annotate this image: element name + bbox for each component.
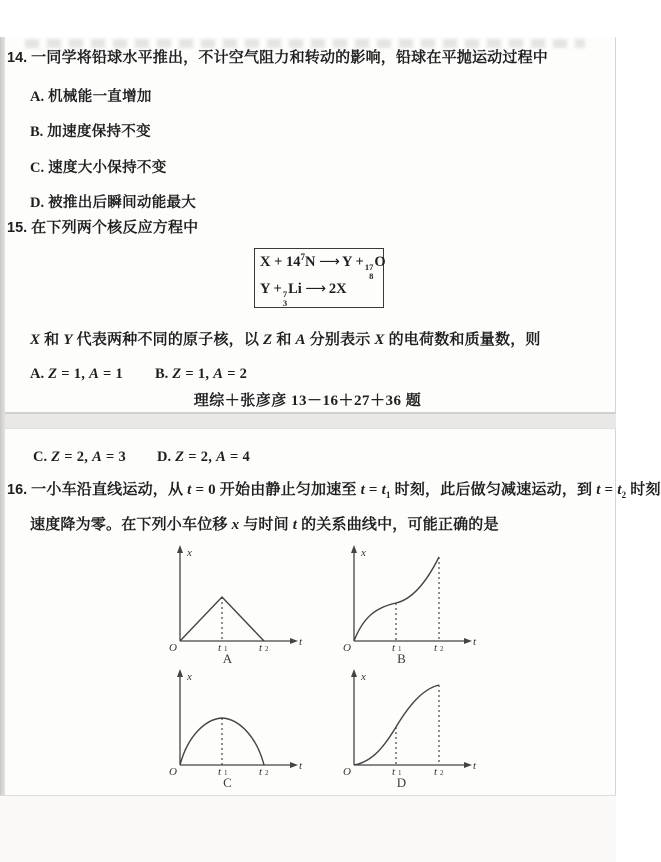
x-axis-label: t [473,760,477,772]
t1-tick-sub: 1 [398,645,402,653]
text-fragment: 速度降为零。在下列小车位移 [30,517,232,533]
eq1-superscript: 7 [300,252,305,262]
eq1-lhs: X + 14 [260,253,301,270]
math-symbol: Z [175,449,185,465]
option-label: C. [33,449,48,465]
text-fragment: 与时间 [239,517,293,533]
q14-option-c [30,156,167,177]
question-15 [7,216,198,237]
t2-tick-sub: 2 [265,769,269,777]
x-axis-label: t [299,636,303,648]
source-banner: 理综＋张彦彦 13－16＋27＋36 题 [193,393,422,409]
text-fragment: 和 [272,332,296,348]
eq1-prescripts [365,263,374,281]
math-symbol: Z [48,366,58,382]
scan-edge-shadow [0,37,5,795]
figure-d [332,663,482,791]
eq1-rhs: Y + [341,253,364,270]
text-fragment: 分别表示 [305,332,375,348]
text-fragment: 的电荷数和质量数，则 [384,332,541,348]
atomic-number: 8 [369,270,374,281]
math-symbol: A [216,449,227,465]
figure-d-caption: D [396,775,408,790]
question-14-stem: 一同学将铅球水平推出，不计空气阻力和转动的影响，铅球在平抛运动过程中 [31,50,548,66]
math-symbol: t [617,482,622,498]
t2-tick-sub: 2 [440,769,444,777]
y-axis-arrowhead [351,669,357,677]
text-fragment: 时刻，此后做匀减速运动，到 [390,482,597,498]
origin-label: O [169,766,177,778]
q14-option-a [30,85,152,106]
nuclear-equation-1 [260,252,386,281]
eq1-rhs-element: O [374,253,386,270]
math-symbol: t [360,482,365,498]
question-16-stem-line2 [30,513,499,534]
question-16 [7,478,661,500]
figure-b-caption: B [397,651,407,666]
text-fragment: 一小车沿直线运动，从 [31,482,188,498]
value-fragment: = 1, [57,366,90,382]
mass-number: 7 [282,289,288,299]
q15-option-b [155,365,247,383]
subscript: 1 [385,490,391,500]
text-fragment: = [364,482,382,498]
math-symbol: A [295,332,306,348]
x-axis-label: t [473,636,477,648]
y-axis-label: x [361,671,366,683]
math-symbol: A [92,449,103,465]
math-symbol: x [231,517,240,533]
subscript: 2 [621,490,627,500]
text-fragment: 时刻 [626,482,661,498]
t1-tick-sub: 1 [398,769,402,777]
option-text: 被推出后瞬间动能最大 [48,195,197,211]
option-label: C. [30,160,45,176]
math-symbol: t [596,482,601,498]
eq2-rhs: 2X [328,281,347,297]
graph-b [332,539,482,654]
option-label: B. [30,124,44,140]
text-fragment: 代表两种不同的原子核，以 [72,332,264,348]
reaction-arrow: ⟶ [305,281,326,297]
x-axis-arrowhead [290,638,298,644]
math-symbol: A [213,366,224,382]
text-fragment: 的关系曲线中，可能正确的是 [297,517,499,533]
t2-tick-label: t [434,642,438,654]
graph-d [332,663,482,778]
origin-label: O [343,642,351,654]
option-text: 速度大小保持不变 [48,160,167,176]
nuclear-equation-box [254,248,384,308]
scan-footer-margin [0,795,616,862]
option-label: B. [155,366,169,382]
y-axis-arrowhead [177,669,183,677]
t2-tick-label: t [259,766,263,778]
question-16-number: 16. [7,482,28,498]
value-fragment: = 4 [226,449,251,465]
math-symbol: Y [63,332,73,348]
t1-tick-label: t [218,766,222,778]
scanned-page-top [0,37,616,413]
math-symbol: X [30,332,41,348]
question-14 [7,46,548,67]
eq2-element: Li [288,281,302,297]
option-label: A. [30,366,45,382]
value-fragment: = 2, [60,449,93,465]
t1-tick-label: t [392,766,396,778]
y-axis-label: x [361,547,366,559]
y-axis-arrowhead [351,545,357,553]
t1-tick-sub: 1 [224,645,228,653]
math-symbol: t [187,482,192,498]
option-label: A. [30,89,45,105]
figure-b [332,539,482,667]
math-symbol: Z [263,332,273,348]
math-symbol: Z [172,366,182,382]
origin-label: O [343,766,351,778]
x-axis-arrowhead [464,638,472,644]
value-fragment: = 2, [184,449,217,465]
math-symbol: t [292,517,298,533]
q14-option-b [30,120,151,141]
math-symbol: A [89,366,100,382]
q15-option-d [157,448,250,466]
eq2-prescripts [283,290,287,308]
graph-a [158,539,308,654]
question-15-stem2 [30,328,541,349]
t2-tick-sub: 2 [440,645,444,653]
t1-tick-label: t [218,642,222,654]
t2-tick-label: t [259,642,263,654]
x-axis-arrowhead [464,762,472,768]
t1-tick-label: t [392,642,396,654]
question-15-stem: 在下列两个核反应方程中 [31,220,199,236]
math-symbol: Z [51,449,61,465]
value-fragment: = 3 [102,449,127,465]
figure-c-caption: C [223,775,233,790]
eq2-lhs: Y + [260,281,282,297]
option-text: 机械能一直增加 [48,89,152,105]
origin-label: O [169,642,177,654]
atomic-number: 3 [282,297,288,308]
q15-option-a [30,365,123,383]
graph-c [158,663,308,778]
reaction-arrow: ⟶ [319,253,339,270]
figure-a-caption: A [222,651,234,666]
text-fragment: = 0 开始由静止匀加速至 [191,482,361,498]
t2-tick-sub: 2 [265,645,269,653]
nuclear-equation-2 [260,281,347,308]
value-fragment: = 1 [99,366,124,382]
option-label: D. [157,449,172,465]
y-axis-label: x [187,547,192,559]
scanned-page-bottom [0,428,661,796]
y-axis-arrowhead [177,545,183,553]
x-axis-arrowhead [290,762,298,768]
q14-option-d [30,191,196,212]
y-axis-label: x [187,671,192,683]
eq1-element: N [304,253,316,270]
option-text: 加速度保持不变 [47,124,151,140]
curve-dome [180,718,264,765]
t1-tick-sub: 1 [224,769,228,777]
figure-c [158,663,308,791]
figure-a [158,539,308,667]
t2-tick-label: t [434,766,438,778]
question-15-number: 15. [7,220,28,236]
q15-option-c [33,448,126,466]
text-fragment: 和 [40,332,64,348]
value-fragment: = 2 [223,366,248,382]
mass-number: 17 [364,261,374,272]
question-14-number: 14. [7,50,28,66]
math-symbol: t [381,482,386,498]
text-fragment: = [600,482,618,498]
value-fragment: = 1, [181,366,214,382]
option-label: D. [30,195,45,211]
x-axis-label: t [299,760,303,772]
math-symbol: X [374,332,385,348]
